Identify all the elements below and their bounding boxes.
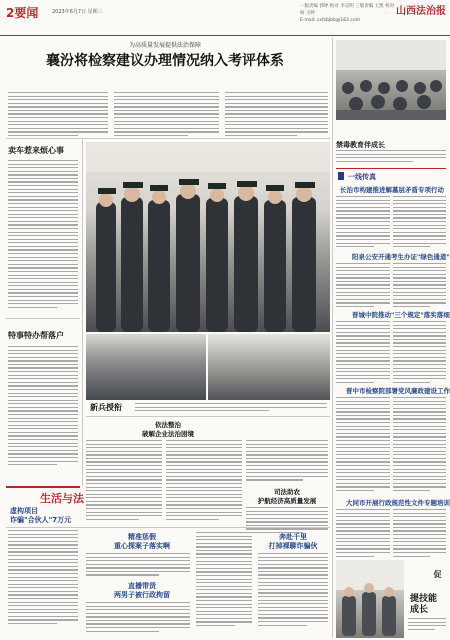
- story-3-body: [86, 553, 190, 578]
- story-4-subtitle: 两男子被行政拘留: [114, 591, 170, 599]
- right-top-body: [336, 150, 446, 164]
- story-1-subtitle: 破解企业法治困境: [142, 430, 194, 438]
- right-body-2a: [336, 263, 390, 310]
- right-headline-2: 阳泉公安开通考生办证"绿色通道": [352, 253, 450, 261]
- right-body-3b: [393, 321, 446, 385]
- lead-body-col-1: [8, 92, 108, 139]
- story-5-body-a: [196, 532, 252, 629]
- right-body-3a: [336, 321, 390, 385]
- section-number: 2要闻: [6, 6, 39, 20]
- issue-date: 2023年6月7日 星期三: [52, 9, 103, 15]
- cadets-saluting-photo: [86, 142, 330, 332]
- bottom-row-divider: [6, 527, 330, 528]
- right-body-5b: [393, 509, 446, 559]
- right-body-4a: [336, 397, 390, 494]
- right-headline-5: 大同市开展行政规范性文件专题培训: [346, 499, 450, 507]
- right-body-1b: [393, 196, 446, 250]
- right-body-1a: [336, 196, 390, 250]
- right-headline-1: 长治市构建推进解墓层矛盾专项行动: [340, 186, 444, 194]
- right-headline-4: 晋中市检察院部署党风廉政建设工作: [346, 387, 450, 395]
- cadets-silhouette-graphic: [86, 142, 330, 332]
- right-headline-3: 晋城中院推动"三个规定"落实落细: [352, 311, 450, 319]
- section-red-rule: [336, 168, 446, 169]
- story-1-title: 依法整治: [155, 421, 181, 429]
- right-body-2b: [393, 263, 446, 310]
- left-divider-1: [6, 318, 80, 319]
- editor-email: E-mail: sxfzbjbb@163.com: [300, 18, 360, 23]
- lead-divider: [6, 138, 330, 139]
- lead-body-col-3: [225, 92, 328, 139]
- left-body-2: [8, 346, 78, 468]
- story-1-body-a: [86, 440, 162, 522]
- story-5-subtitle: 打掉裸聊诈骗伙: [268, 542, 318, 550]
- story-2-subtitle: 护航经济高质量发展: [257, 497, 317, 505]
- left-headline-3-sub: 诈骗"合伙人"7万元: [10, 516, 72, 524]
- story-4-body: [86, 602, 190, 634]
- right-body-6: [408, 618, 446, 632]
- left-headline-2: 特事特办帮落户: [8, 331, 64, 340]
- right-body-4b: [393, 397, 446, 494]
- cadet-row-photo: [208, 334, 330, 400]
- story-3-title: 精准惩假: [128, 533, 156, 541]
- story-5-title: 奔赴千里: [279, 533, 307, 541]
- right-column-divider: [332, 38, 333, 638]
- lead-headline: 襄汾将检察建议办理情况纳入考评体系: [46, 53, 284, 69]
- story-2-title: 司法助农: [274, 488, 300, 496]
- section-tag-marker: [338, 172, 344, 180]
- right-headline-6-sub: 促: [433, 570, 442, 578]
- left-headline-3: 虚构项目: [10, 507, 38, 515]
- editor-names: 一版责编 郭婷 校对 李志明 三版责编 王凯 校对 杨 玉婷: [300, 4, 395, 16]
- right-body-5a: [336, 509, 390, 559]
- section-tag: 一线传真: [348, 173, 376, 181]
- column-title: 生活与法: [40, 492, 84, 505]
- drug-education-photo: [336, 40, 446, 120]
- page-header: [0, 0, 450, 36]
- right-headline-6: 提技能 成长: [410, 594, 438, 615]
- story-4-title: 直播带货: [128, 582, 156, 590]
- cadet-closeup-photo: [86, 334, 206, 400]
- story-5-body-b: [258, 553, 328, 628]
- photo-caption: [135, 403, 327, 414]
- lead-kicker: 为高质量发展提供法治保障: [128, 42, 201, 49]
- photo-story-title: 新兵授衔: [90, 403, 122, 412]
- left-body-1: [8, 160, 78, 310]
- story-1-body-b: [166, 440, 242, 522]
- story-3-subtitle: 重心探案子落实啊: [114, 542, 170, 550]
- left-column-divider: [82, 140, 83, 486]
- photo-divider: [86, 416, 330, 417]
- lead-body-col-2: [114, 92, 219, 139]
- left-headline-1: 卖车惹来烦心事: [8, 146, 64, 155]
- right-top-title: 禁毒教育伴成长: [336, 141, 385, 149]
- classroom-graphic: [336, 40, 446, 120]
- training-graphic: [336, 560, 404, 638]
- skills-training-photo: [336, 560, 404, 638]
- left-body-3: [8, 530, 78, 627]
- story-2-body-top: [246, 440, 328, 483]
- column-red-rule: [6, 486, 80, 488]
- editor-info: [300, 3, 395, 24]
- masthead-logo: 山西法治报: [396, 6, 446, 17]
